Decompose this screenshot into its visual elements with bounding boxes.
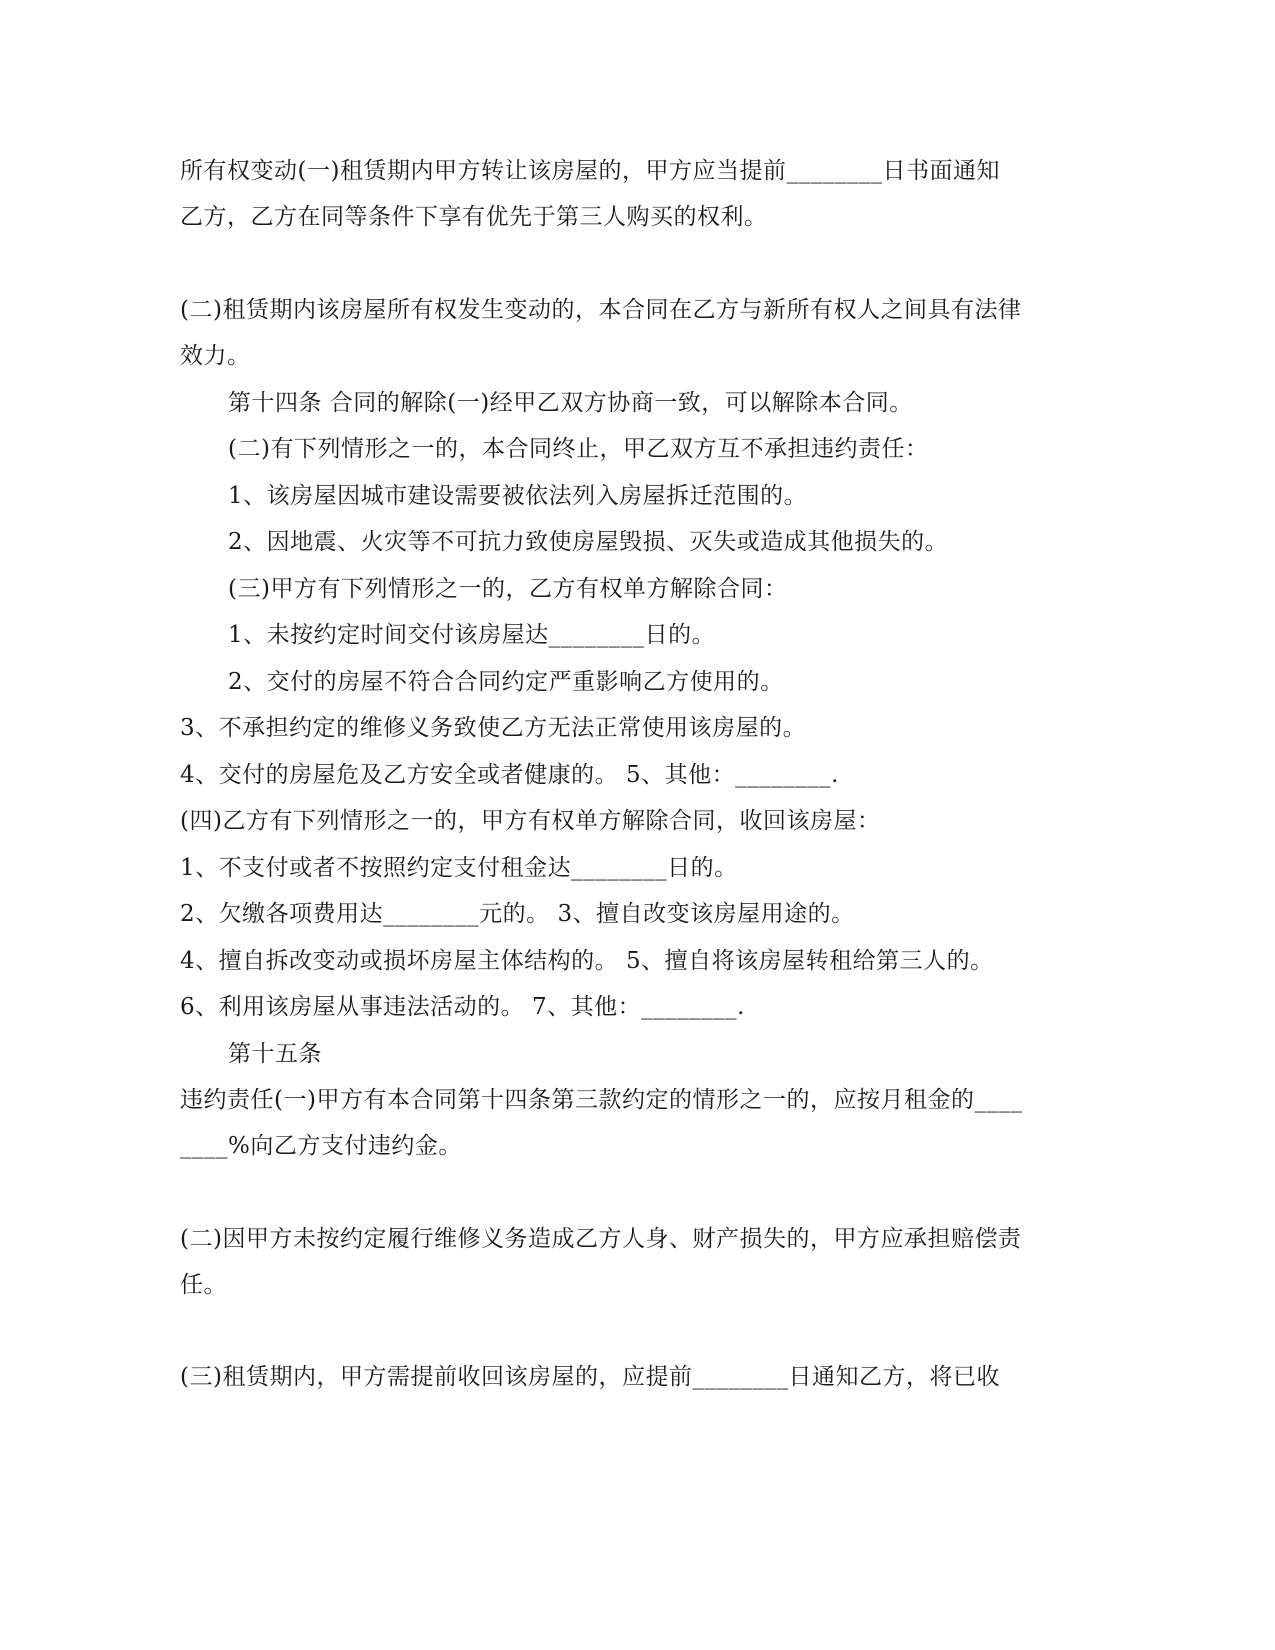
paragraph-line: (二)有下列情形之一的，本合同终止，甲乙双方互不承担违约责任： (228, 436, 929, 462)
paragraph-line: (四)乙方有下列情形之一的，甲方有权单方解除合同，收回该房屋： (180, 808, 881, 834)
list-item: 3、不承担约定的维修义务致使乙方无法正常使用该房屋的。 (180, 715, 807, 741)
article-15-heading: 第十五条 (228, 1041, 322, 1067)
list-item: 2、交付的房屋不符合合同约定严重影响乙方使用的。 (228, 669, 784, 695)
list-item: 4、擅自拆改变动或损坏房屋主体结构的。 5、擅自将该房屋转租给第三人的。 (180, 948, 994, 974)
article-14-heading: 第十四条 合同的解除(一)经甲乙双方协商一致，可以解除本合同。 (228, 390, 913, 416)
paragraph-line: 乙方，乙方在同等条件下享有优先于第三人购买的权利。 (180, 204, 768, 230)
paragraph-line: (二)因甲方未按约定履行维修义务造成乙方人身、财产损失的，甲方应承担赔偿责 (180, 1226, 1022, 1252)
paragraph-line: 任。 (180, 1272, 227, 1298)
list-item: 1、未按约定时间交付该房屋达________日的。 (228, 622, 716, 648)
list-item: 2、因地震、火灾等不可抗力致使房屋毁损、灭失或造成其他损失的。 (228, 529, 949, 555)
paragraph-line: 所有权变动(一)租赁期内甲方转让该房屋的，甲方应当提前________日书面通知 (180, 158, 1000, 184)
list-item: 1、不支付或者不按照约定支付租金达________日的。 (180, 855, 738, 881)
paragraph-line: ____%向乙方支付违约金。 (180, 1133, 462, 1159)
list-item: 1、该房屋因城市建设需要被依法列入房屋拆迁范围的。 (228, 483, 808, 509)
paragraph-line: 违约责任(一)甲方有本合同第十四条第三款约定的情形之一的，应按月租金的____ (180, 1087, 1023, 1113)
paragraph-line: (二)租赁期内该房屋所有权发生变动的，本合同在乙方与新所有权人之间具有法律 (180, 297, 1022, 323)
list-item: 6、利用该房屋从事违法活动的。 7、其他：________. (180, 994, 745, 1020)
list-item: 2、欠缴各项费用达________元的。 3、擅自改变该房屋用途的。 (180, 901, 855, 927)
paragraph-line: 效力。 (180, 343, 251, 369)
list-item: 4、交付的房屋危及乙方安全或者健康的。 5、其他：________. (180, 762, 839, 788)
paragraph-line: (三)甲方有下列情形之一的，乙方有权单方解除合同： (228, 576, 788, 602)
paragraph-line: (三)租赁期内，甲方需提前收回该房屋的，应提前________日通知乙方，将已收 (180, 1364, 1000, 1390)
